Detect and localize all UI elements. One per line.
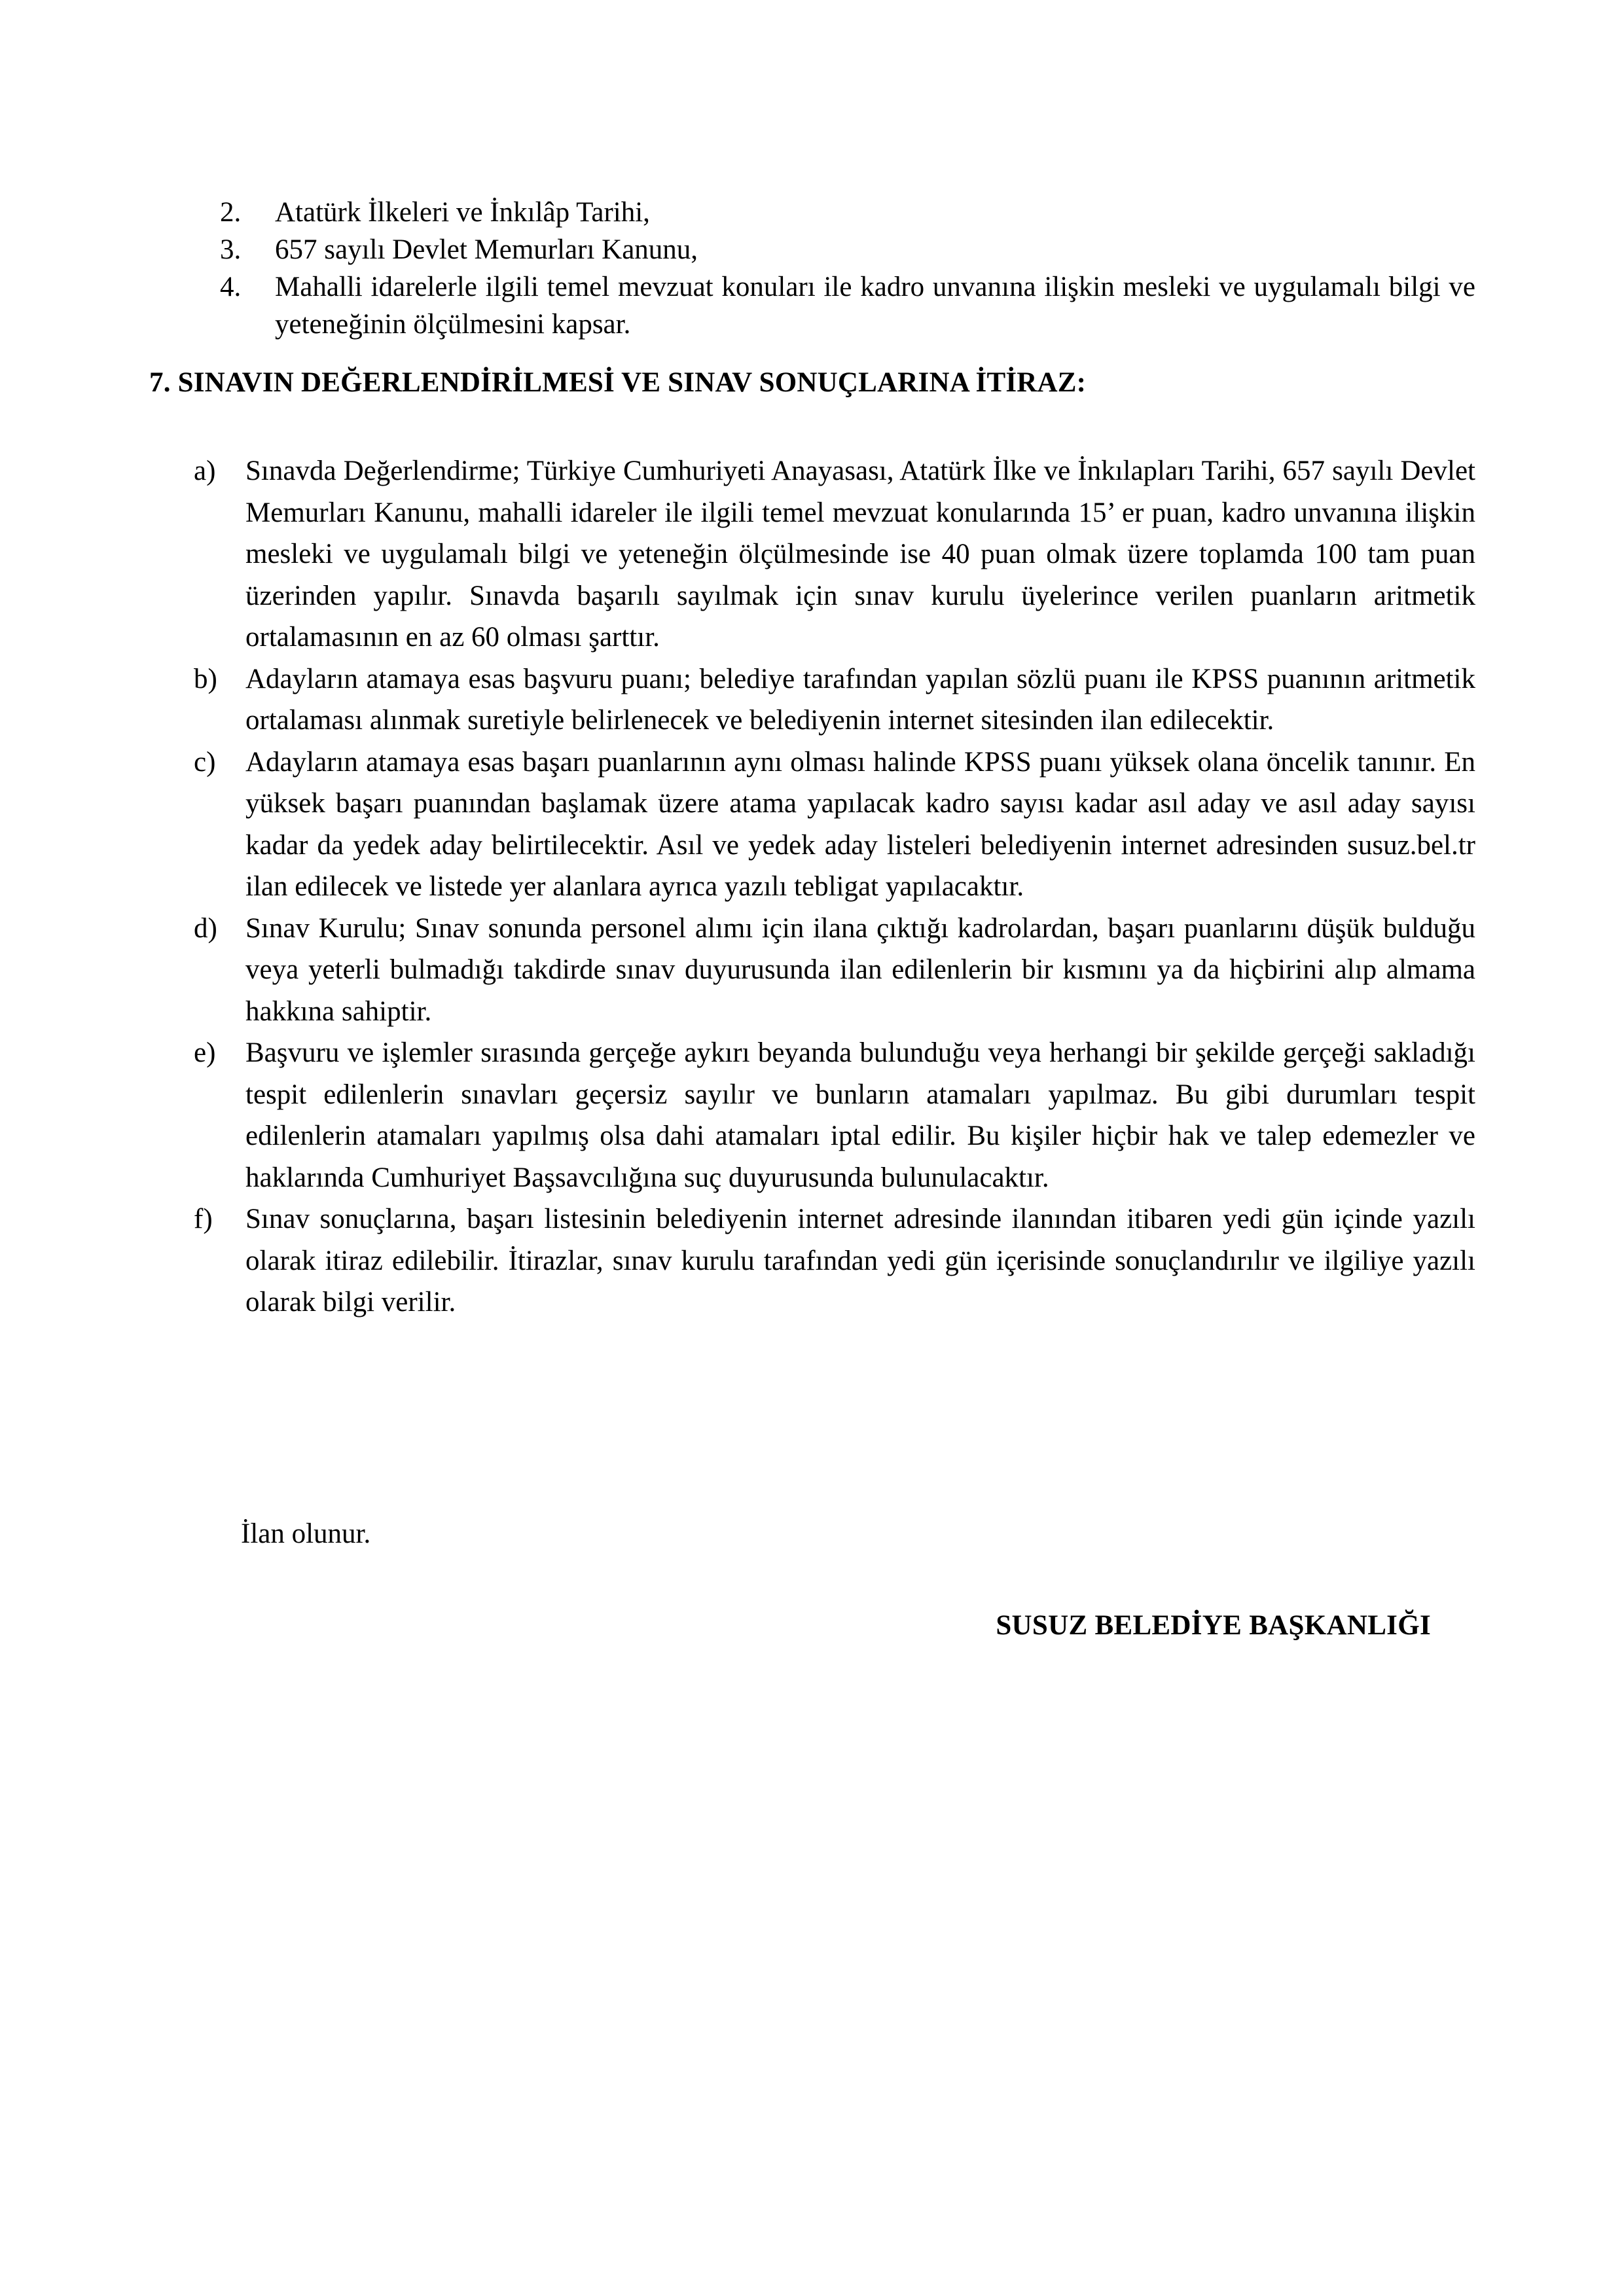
list-item-marker: 2. bbox=[220, 197, 242, 228]
list-item bbox=[220, 268, 1475, 343]
list-item bbox=[194, 450, 1475, 658]
list-item-text: Sınav Kurulu; Sınav sonunda personel alımı için ilana çıktığı kadrolardan, başarı puanlarını düşük bulduğu veya yeterli bulmadığı takdirde sınav duyurusunda ilan edilenlerin bir kısmını ya da hiçbirini alıp almama hakkına sahiptir. bbox=[245, 912, 1475, 1027]
numbered-list bbox=[220, 194, 1475, 343]
list-item bbox=[194, 658, 1475, 742]
list-item bbox=[194, 1198, 1475, 1323]
lettered-list bbox=[194, 450, 1475, 1323]
list-item-marker: a) bbox=[194, 456, 216, 486]
list-item-text: Başvuru ve işlemler sırasında gerçeğe aykırı beyanda bulunduğu veya herhangi bir şekilde gerçeği sakladığı tespit edilenlerin sınavları geçersiz sayılır ve bunların atamaları yapılmaz. Bu gibi durumları tespit edilenlerin atamaları yapılmış olsa dahi atamaları iptal edilir. Bu kişiler hiçbir hak ve talep edemezler ve haklarında Cumhuriyet Başsavcılığına suç duyurusunda bulunulacaktır. bbox=[245, 1037, 1475, 1193]
list-item-text: Sınav sonuçlarına, başarı listesinin belediyenin internet adresinde ilanından itibaren yedi gün içinde yazılı olarak itiraz edilebilir. İtirazlar, sınav kurulu tarafından yedi gün içerisinde sonuçlandırılır ve ilgiliye yazılı olarak bilgi verilir. bbox=[245, 1204, 1475, 1318]
closing-statement: İlan olunur. bbox=[241, 1518, 371, 1549]
list-item bbox=[194, 742, 1475, 908]
list-item-marker: e) bbox=[194, 1037, 216, 1068]
list-item-marker: d) bbox=[194, 912, 217, 944]
list-item-text: Adayların atamaya esas başvuru puanı; belediye tarafından yapılan sözlü puanı ile KPSS puanının aritmetik ortalaması alınmak suretiyle belirlenecek ve belediyenin internet sitesinden ilan edilecektir. bbox=[245, 663, 1475, 736]
list-item-text: Sınavda Değerlendirme; Türkiye Cumhuriyeti Anayasası, Atatürk İlke ve İnkılapları Tarihi, 657 sayılı Devlet Memurları Kanunu, mahalli idareler ile ilgili temel mevzuat konularında 15’ er puan, kadro unvanına ilişkin mesleki ve uygulamalı bilgi ve yeteneğin ölçülmesinde ise 40 puan olmak üzere toplamda 100 tam puan üzerinden yapılır. Sınavda başarılı sayılmak için sınav kurulu üyelerince verilen puanların aritmetik ortalamasının en az 60 olması şarttır. bbox=[245, 456, 1475, 653]
list-item bbox=[220, 194, 1475, 231]
list-item-marker: c) bbox=[194, 746, 216, 778]
list-item bbox=[220, 231, 1475, 268]
section-heading: 7. SINAVIN DEĞERLENDİRİLMESİ VE SINAV SONUÇLARINA İTİRAZ: bbox=[149, 367, 1087, 398]
list-item-text: Adayların atamaya esas başarı puanlarının aynı olması halinde KPSS puanı yüksek olana öncelik tanınır. En yüksek başarı puanından başlamak üzere atama yapılacak kadro sayısı kadar asıl aday ve asıl aday sayısı kadar da yedek aday belirtilecektir. Asıl ve yedek aday listeleri belediyenin internet adresinden susuz.bel.tr ilan edilecek ve listede yer alanlara ayrıca yazılı tebligat yapılacaktır. bbox=[245, 746, 1475, 902]
list-item-text: Atatürk İlkeleri ve İnkılâp Tarihi, bbox=[275, 197, 650, 228]
list-item-marker: 4. bbox=[220, 272, 242, 302]
signature-block: SUSUZ BELEDİYE BAŞKANLIĞI bbox=[996, 1610, 1431, 1641]
list-item-marker: f) bbox=[194, 1204, 213, 1234]
list-item-text: Mahalli idarelerle ilgili temel mevzuat konuları ile kadro unvanına ilişkin mesleki ve uygulamalı bilgi ve yeteneğinin ölçülmesini kapsar. bbox=[275, 272, 1475, 340]
list-item bbox=[194, 908, 1475, 1033]
list-item-text: 657 sayılı Devlet Memurları Kanunu, bbox=[275, 234, 698, 265]
list-item-marker: b) bbox=[194, 663, 217, 694]
list-item bbox=[194, 1032, 1475, 1198]
list-item-marker: 3. bbox=[220, 234, 242, 265]
